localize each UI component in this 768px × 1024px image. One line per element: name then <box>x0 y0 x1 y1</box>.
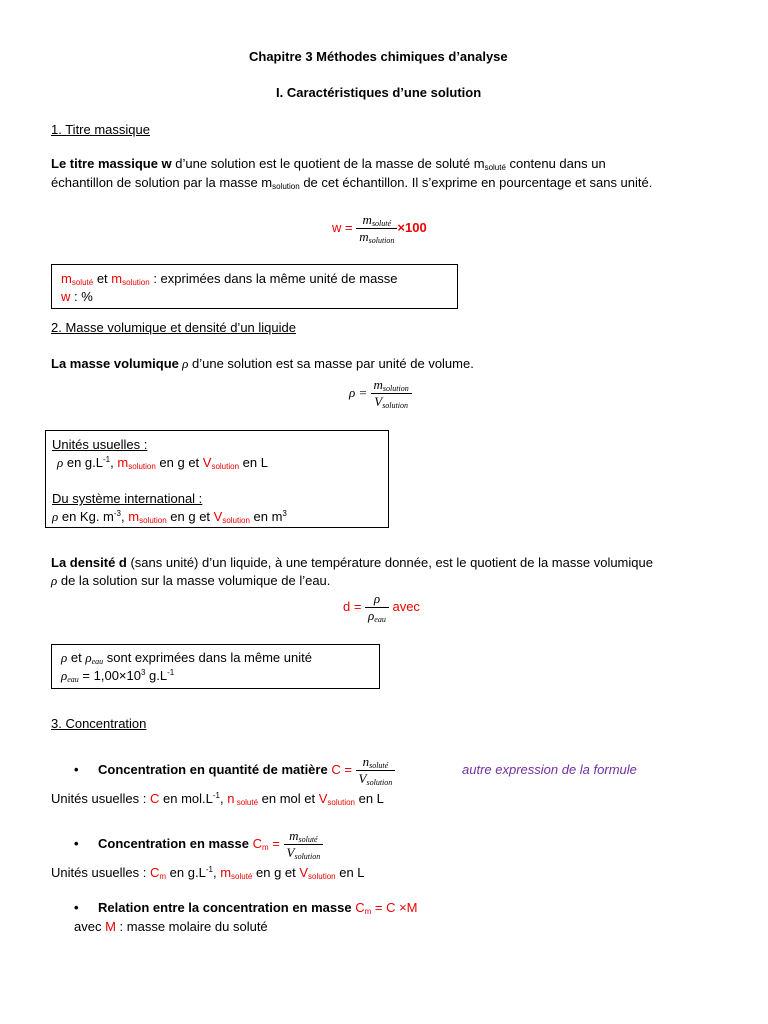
relation-avec-line: avec M : masse molaire du soluté <box>74 919 268 934</box>
formula-note: autre expression de la formule <box>462 762 637 777</box>
concentration-quantite-units: Unités usuelles : C en $mol.L^{-1}$, n $_{soluté}$ en mol et $V_{solution}$ en L <box>51 791 384 807</box>
heading-titre-massique: 1. Titre massique <box>51 122 150 137</box>
heading-concentration: 3. Concentration <box>51 716 147 731</box>
units-usuelles-heading: Unités usuelles : <box>52 437 148 452</box>
units-si-heading: Du système international : <box>52 491 203 506</box>
heading-masse-volumique: 2. Masse volumique et densité d’un liquide <box>51 320 296 335</box>
titre-massique-units-line1: $m_{soluté}$ et $m_{solution}$ : exprimées dans la même unité de masse <box>61 271 398 287</box>
concentration-quantite-line: • Concentration en quantité de matière C = $\frac{n_{soluté}}{V_{solution}}$ <box>74 750 395 790</box>
concentration-masse-line: • Concentration en masse $C_m$ = $\frac{m_{soluté}}{V_{solution}}$ <box>74 824 323 864</box>
relation-concentration-line: • Relation entre la concentration en masse $C_m = C \times M$ <box>74 900 418 916</box>
titre-massique-formula: w = $\frac{m_{soluté}}{m_{solution}}$ ×100 <box>332 212 427 246</box>
concentration-masse-units: Unités usuelles : $C_m$ en $g.L^{-1}$, $m_{soluté}$ en g et $V_{solution}$ en L <box>51 865 365 881</box>
units-si-line: ρ en Kg. $m^{-3}$, $m_{solution}$ en g et $V_{solution}$ en $m^3$ <box>52 509 287 525</box>
chapter-title: Chapitre 3 Méthodes chimiques d’analyse <box>249 49 508 64</box>
masse-volumique-paragraph: La masse volumique ρ d’une solution est sa masse par unité de volume. <box>51 356 474 371</box>
densite-units-line1: ρ et $\rho_{eau}$ sont exprimées dans la même unité <box>61 650 312 666</box>
masse-volumique-formula: ρ = $\frac{m_{solution}}{V_{solution}}$ <box>349 373 412 413</box>
densite-paragraph-line2: ρ de la solution sur la masse volumique de l’eau. <box>51 573 331 588</box>
section-title: I. Caractéristiques d’une solution <box>276 85 482 100</box>
densite-paragraph-line1: La densité d (sans unité) d’un liquide, à une température donnée, est le quotient de la masse volumique <box>51 555 653 570</box>
titre-massique-paragraph-line2: échantillon de solution par la masse $m_{solution}$ de cet échantillon. Il s’exprime en pourcentage et sans unité. <box>51 175 653 191</box>
titre-massique-units-line2: w : % <box>61 289 93 304</box>
densite-formula: d = $\frac{\rho}{\rho_{eau}}$ avec <box>343 591 420 625</box>
densite-units-line2: $\rho_{eau} = 1,00\times 10^3$ $g.L^{-1}$ <box>61 668 175 684</box>
units-usuelles-line: ρ en $g.L^{-1}$, $m_{solution}$ en g et $V_{solution}$ en L <box>57 455 268 471</box>
titre-massique-paragraph-line1: Le titre massique w d’une solution est le quotient de la masse de soluté $m_{soluté}$ contenu dans un <box>51 156 606 172</box>
